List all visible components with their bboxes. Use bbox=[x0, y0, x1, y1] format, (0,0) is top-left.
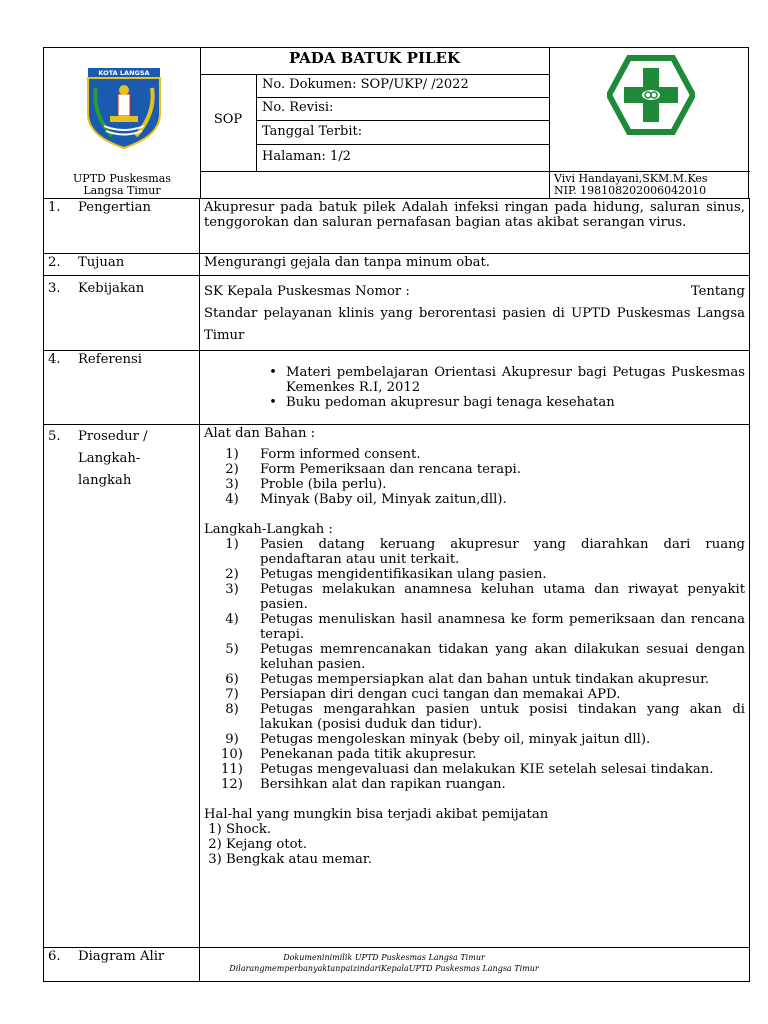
row-referensi: 4. Referensi • Materi pembelajaran Orientasi Akupresur bagi Petugas Puskesmas Kemenkes R.I, 2012 • Buku pedoman akupresur bagi tenaga kesehatan bbox=[44, 351, 750, 425]
revision-number: No. Revisi: bbox=[262, 100, 334, 115]
list-item: 1) Shock. bbox=[208, 822, 272, 838]
sop-body-table bbox=[43, 198, 750, 982]
row-diagram: 6. Diagram Alir bbox=[44, 948, 750, 982]
list-item: 1) Pasien datang keruang akupresur yang diarahkan dari ruang pendaftaran atau unit terkait. bbox=[225, 537, 745, 568]
label-tujuan: Tujuan bbox=[78, 255, 125, 270]
head-of-puskesmas: Vivi Handayani,SKM.M.Kes NIP. 198108202006042010 bbox=[554, 172, 708, 197]
tujuan-text: Mengurangi gejala dan tanpa minum obat. bbox=[200, 254, 750, 276]
label-prosedur: 5. Prosedur / Langkah- langkah bbox=[44, 425, 200, 948]
list-item: • Buku pedoman akupresur bagi tenaga kesehatan bbox=[269, 395, 615, 411]
row-tujuan: 2. Tujuan Mengurangi gejala dan tanpa minum obat. bbox=[44, 254, 750, 276]
list-item: 6) Petugas mempersiapkan alat dan bahan untuk tindakan akupresur. bbox=[225, 672, 710, 688]
list-item: 11) Petugas mengevaluasi dan melakukan KIE setelah selesai tindakan. bbox=[221, 762, 714, 778]
document-title: PADA BATUK PILEK bbox=[288, 49, 460, 67]
list-item: 7) Persiapan diri dengan cuci tangan dan memakai APD. bbox=[225, 687, 621, 703]
list-item: 3) Bengkak atau memar. bbox=[208, 852, 372, 868]
document-header bbox=[43, 47, 749, 198]
list-item: 9) Petugas mengoleskan minyak (beby oil, minyak jaitun dll). bbox=[225, 732, 651, 748]
list-item: • Materi pembelajaran Orientasi Akupresur bagi Petugas Puskesmas Kemenkes R.I, 2012 bbox=[269, 365, 745, 396]
label-kebijakan: Kebijakan bbox=[78, 281, 145, 296]
sop-document bbox=[43, 47, 749, 982]
list-item: 2) Form Pemeriksaan dan rencana terapi. bbox=[225, 462, 521, 478]
list-item: 3) Proble (bila perlu). bbox=[225, 477, 387, 493]
label-diagram-alir: Diagram Alir bbox=[78, 949, 165, 965]
list-item: 2) Kejang otot. bbox=[208, 837, 308, 853]
sop-label: SOP bbox=[213, 112, 243, 127]
list-item: 1) Form informed consent. bbox=[225, 447, 421, 463]
list-item: 4) Minyak (Baby oil, Minyak zaitun,dll). bbox=[225, 492, 507, 508]
footer-notice: DilarangmemperbanyaktanpaizindariKepalaUPTD Puskesmas Langsa Timur bbox=[229, 964, 539, 973]
langkah-title: Langkah-Langkah : bbox=[204, 522, 333, 538]
label-referensi: Referensi bbox=[78, 352, 143, 367]
list-item: 3) Petugas melakukan anamnesa keluhan utama dan riwayat penyakit pasien. bbox=[225, 582, 745, 613]
referensi-list bbox=[200, 351, 750, 425]
label-pengertian: Pengertian bbox=[78, 200, 152, 215]
list-item: 8) Petugas mengarahkan pasien untuk posisi tindakan yang akan di lakukan (posisi duduk dan tidur). bbox=[225, 702, 745, 733]
footer-ownership: Dokumeninimilik UPTD Puskesmas Langsa Timur bbox=[283, 953, 485, 962]
row-kebijakan: 3. Kebijakan SK Kepala Puskesmas Nomor : Tentang Standar pelayanan klinis yang berorentasi pasien di UPTD Puskesmas Langsa Timur bbox=[44, 276, 750, 351]
org-name: UPTD Puskesmas Langsa Timur bbox=[73, 172, 171, 197]
document-number: No. Dokumen: SOP/UKP/ /2022 bbox=[262, 77, 469, 92]
svg-text:KOTA LANGSA: KOTA LANGSA bbox=[98, 69, 150, 77]
page-number: Halaman: 1/2 bbox=[262, 149, 351, 164]
list-item: 10) Penekanan pada titik akupresur. bbox=[221, 747, 477, 763]
puskesmas-logo-icon bbox=[607, 54, 695, 136]
pengertian-text: Akupresur pada batuk pilek Adalah infeksi ringan pada hidung, saluran sinus, tenggorokan dan saluran pernafasan bagian atas akibat serangan virus. bbox=[200, 199, 750, 254]
kota-langsa-emblem-icon bbox=[82, 68, 166, 150]
list-item: 12) Bersihkan alat dan rapikan ruangan. bbox=[221, 777, 506, 793]
list-item: 4) Petugas menuliskan hasil anamnesa ke form pemeriksaan dan rencana terapi. bbox=[225, 612, 745, 643]
alat-title: Alat dan Bahan : bbox=[204, 426, 316, 442]
issue-date: Tanggal Terbit: bbox=[262, 124, 363, 139]
hal-title: Hal-hal yang mungkin bisa terjadi akibat pemijatan bbox=[204, 807, 549, 823]
row-prosedur bbox=[44, 425, 750, 948]
row-pengertian: 1. Pengertian Akupresur pada batuk pilek Adalah infeksi ringan pada hidung, saluran sinus, tenggorokan dan saluran pernafasan bagian atas akibat serangan virus. bbox=[44, 199, 750, 254]
list-item: 5) Petugas memrencanakan tidakan yang akan dilakukan sesuai dengan keluhan pasien. bbox=[225, 642, 745, 673]
list-item: 2) Petugas mengidentifikasikan ulang pasien. bbox=[225, 567, 547, 583]
kebijakan-text: SK Kepala Puskesmas Nomor : Tentang Standar pelayanan klinis yang berorentasi pasien di UPTD Puskesmas Langsa Timur bbox=[200, 276, 750, 351]
prosedur-content bbox=[200, 425, 750, 948]
